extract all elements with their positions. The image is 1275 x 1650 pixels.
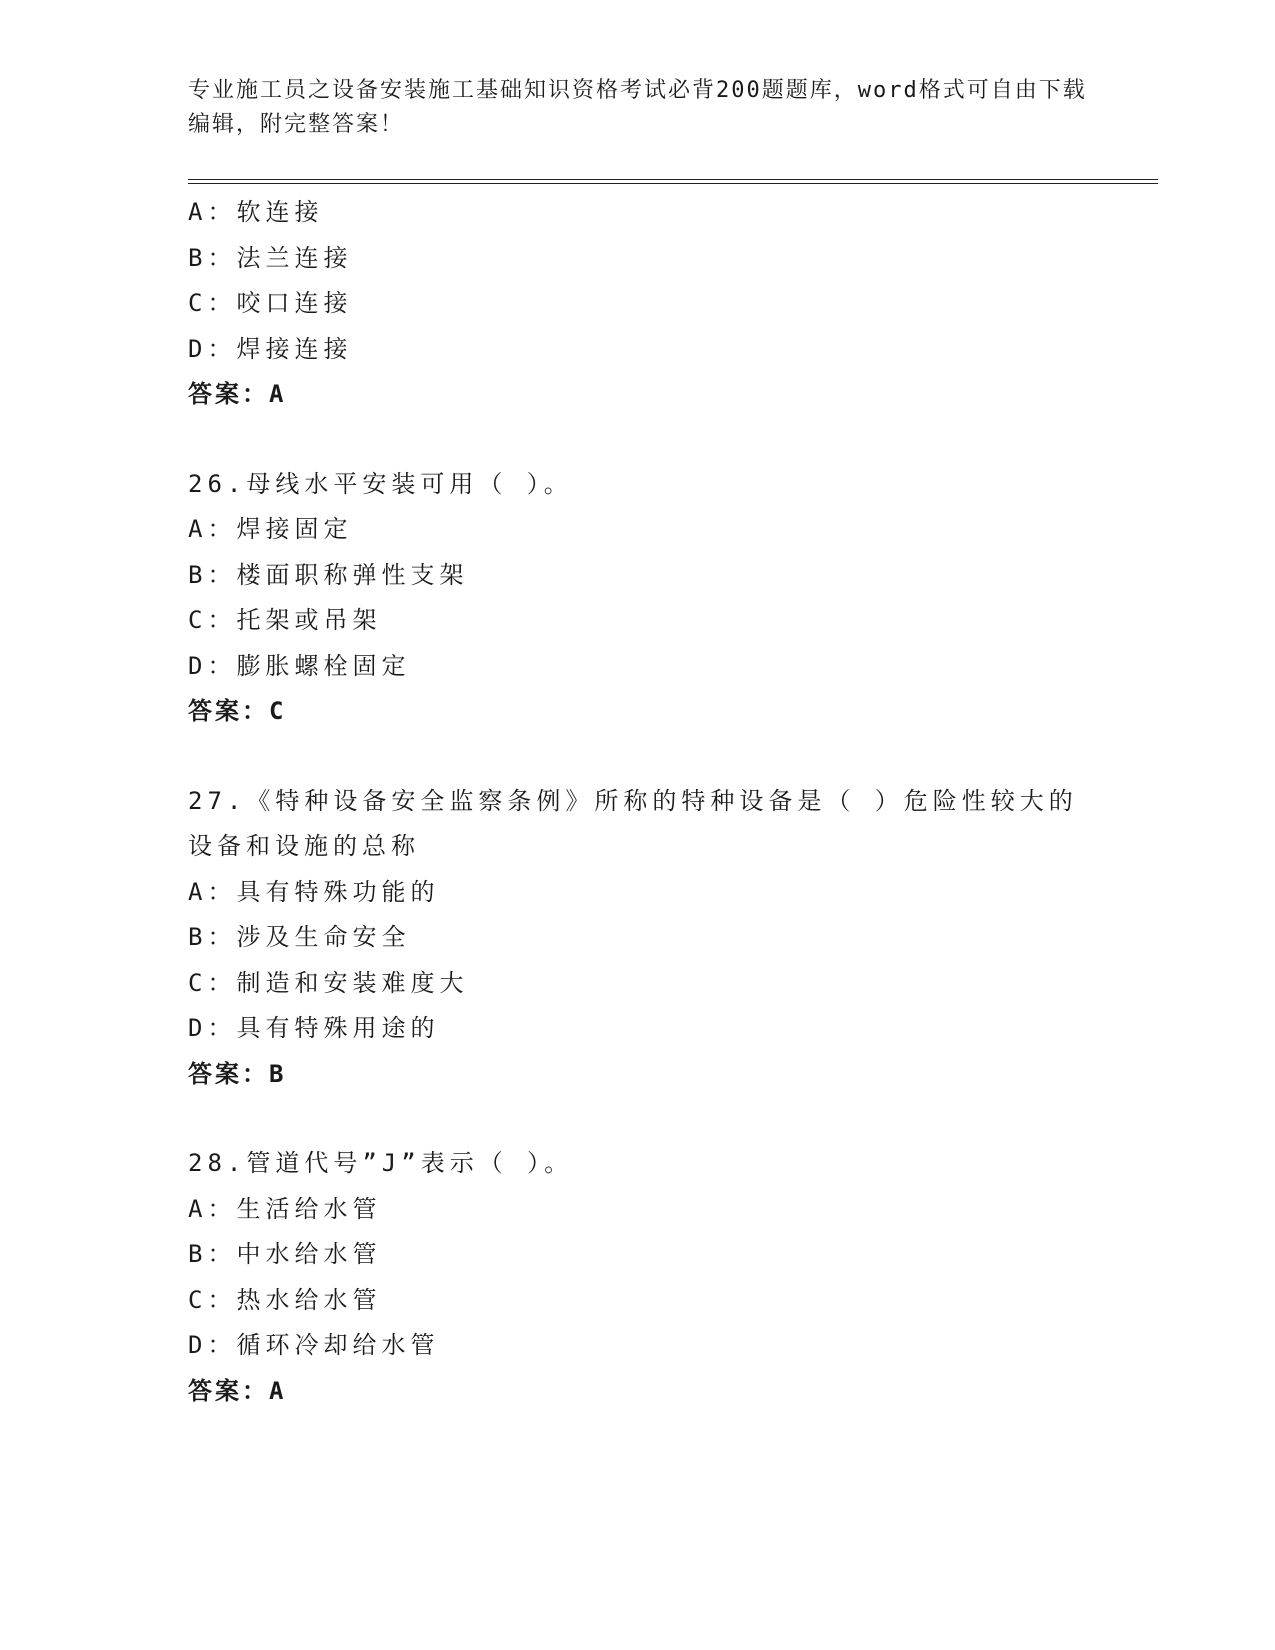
answer: 答案：A bbox=[188, 380, 287, 408]
option-c: C：热水给水管 bbox=[188, 1285, 382, 1314]
question-list bbox=[188, 190, 1088, 1414]
option-a: A：焊接固定 bbox=[188, 515, 353, 543]
question-28 bbox=[188, 1141, 1088, 1414]
option-a: A：生活给水管 bbox=[188, 1194, 382, 1223]
option-c: C：托架或吊架 bbox=[188, 606, 382, 634]
option-d: D：膨胀螺栓固定 bbox=[188, 651, 411, 680]
answer: 答案：C bbox=[188, 697, 287, 725]
question-text: 28.管道代号”J”表示（ ）。 bbox=[188, 1149, 574, 1177]
document-title: 专业施工员之设备安装施工基础知识资格考试必背200题题库，word格式可自由下载编辑，附完整答案！ bbox=[188, 78, 1087, 137]
question-26 bbox=[188, 462, 1088, 735]
option-d: D：循环冷却给水管 bbox=[188, 1331, 440, 1359]
header-rule-bottom bbox=[188, 183, 1158, 184]
question-text-line-2: 设备和设施的总称 bbox=[188, 832, 420, 860]
question-25 bbox=[188, 190, 1088, 418]
question-text: 26.母线水平安装可用（ ）。 bbox=[188, 469, 573, 498]
spacer bbox=[188, 418, 1088, 462]
option-b: B：楼面职称弹性支架 bbox=[188, 560, 469, 589]
question-27 bbox=[188, 779, 1088, 1098]
option-c: C：咬口连接 bbox=[188, 289, 353, 317]
header-rule-top bbox=[188, 179, 1158, 180]
question-text-line-1: 27.《特种设备安全监察条例》所称的特种设备是（ ）危险性较大的 bbox=[188, 786, 1078, 815]
option-a: A：具有特殊功能的 bbox=[188, 877, 440, 906]
spacer bbox=[188, 735, 1088, 779]
spacer bbox=[188, 1097, 1088, 1141]
option-b: B：涉及生命安全 bbox=[188, 923, 411, 951]
answer: 答案：A bbox=[188, 1376, 287, 1405]
option-c: C：制造和安装难度大 bbox=[188, 968, 469, 997]
option-a: A：软连接 bbox=[188, 198, 324, 226]
option-b: B：法兰连接 bbox=[188, 243, 353, 272]
document-header bbox=[188, 74, 1088, 142]
option-d: D：焊接连接 bbox=[188, 334, 353, 363]
answer: 答案：B bbox=[188, 1059, 287, 1088]
option-d: D：具有特殊用途的 bbox=[188, 1014, 440, 1042]
option-b: B：中水给水管 bbox=[188, 1240, 382, 1268]
